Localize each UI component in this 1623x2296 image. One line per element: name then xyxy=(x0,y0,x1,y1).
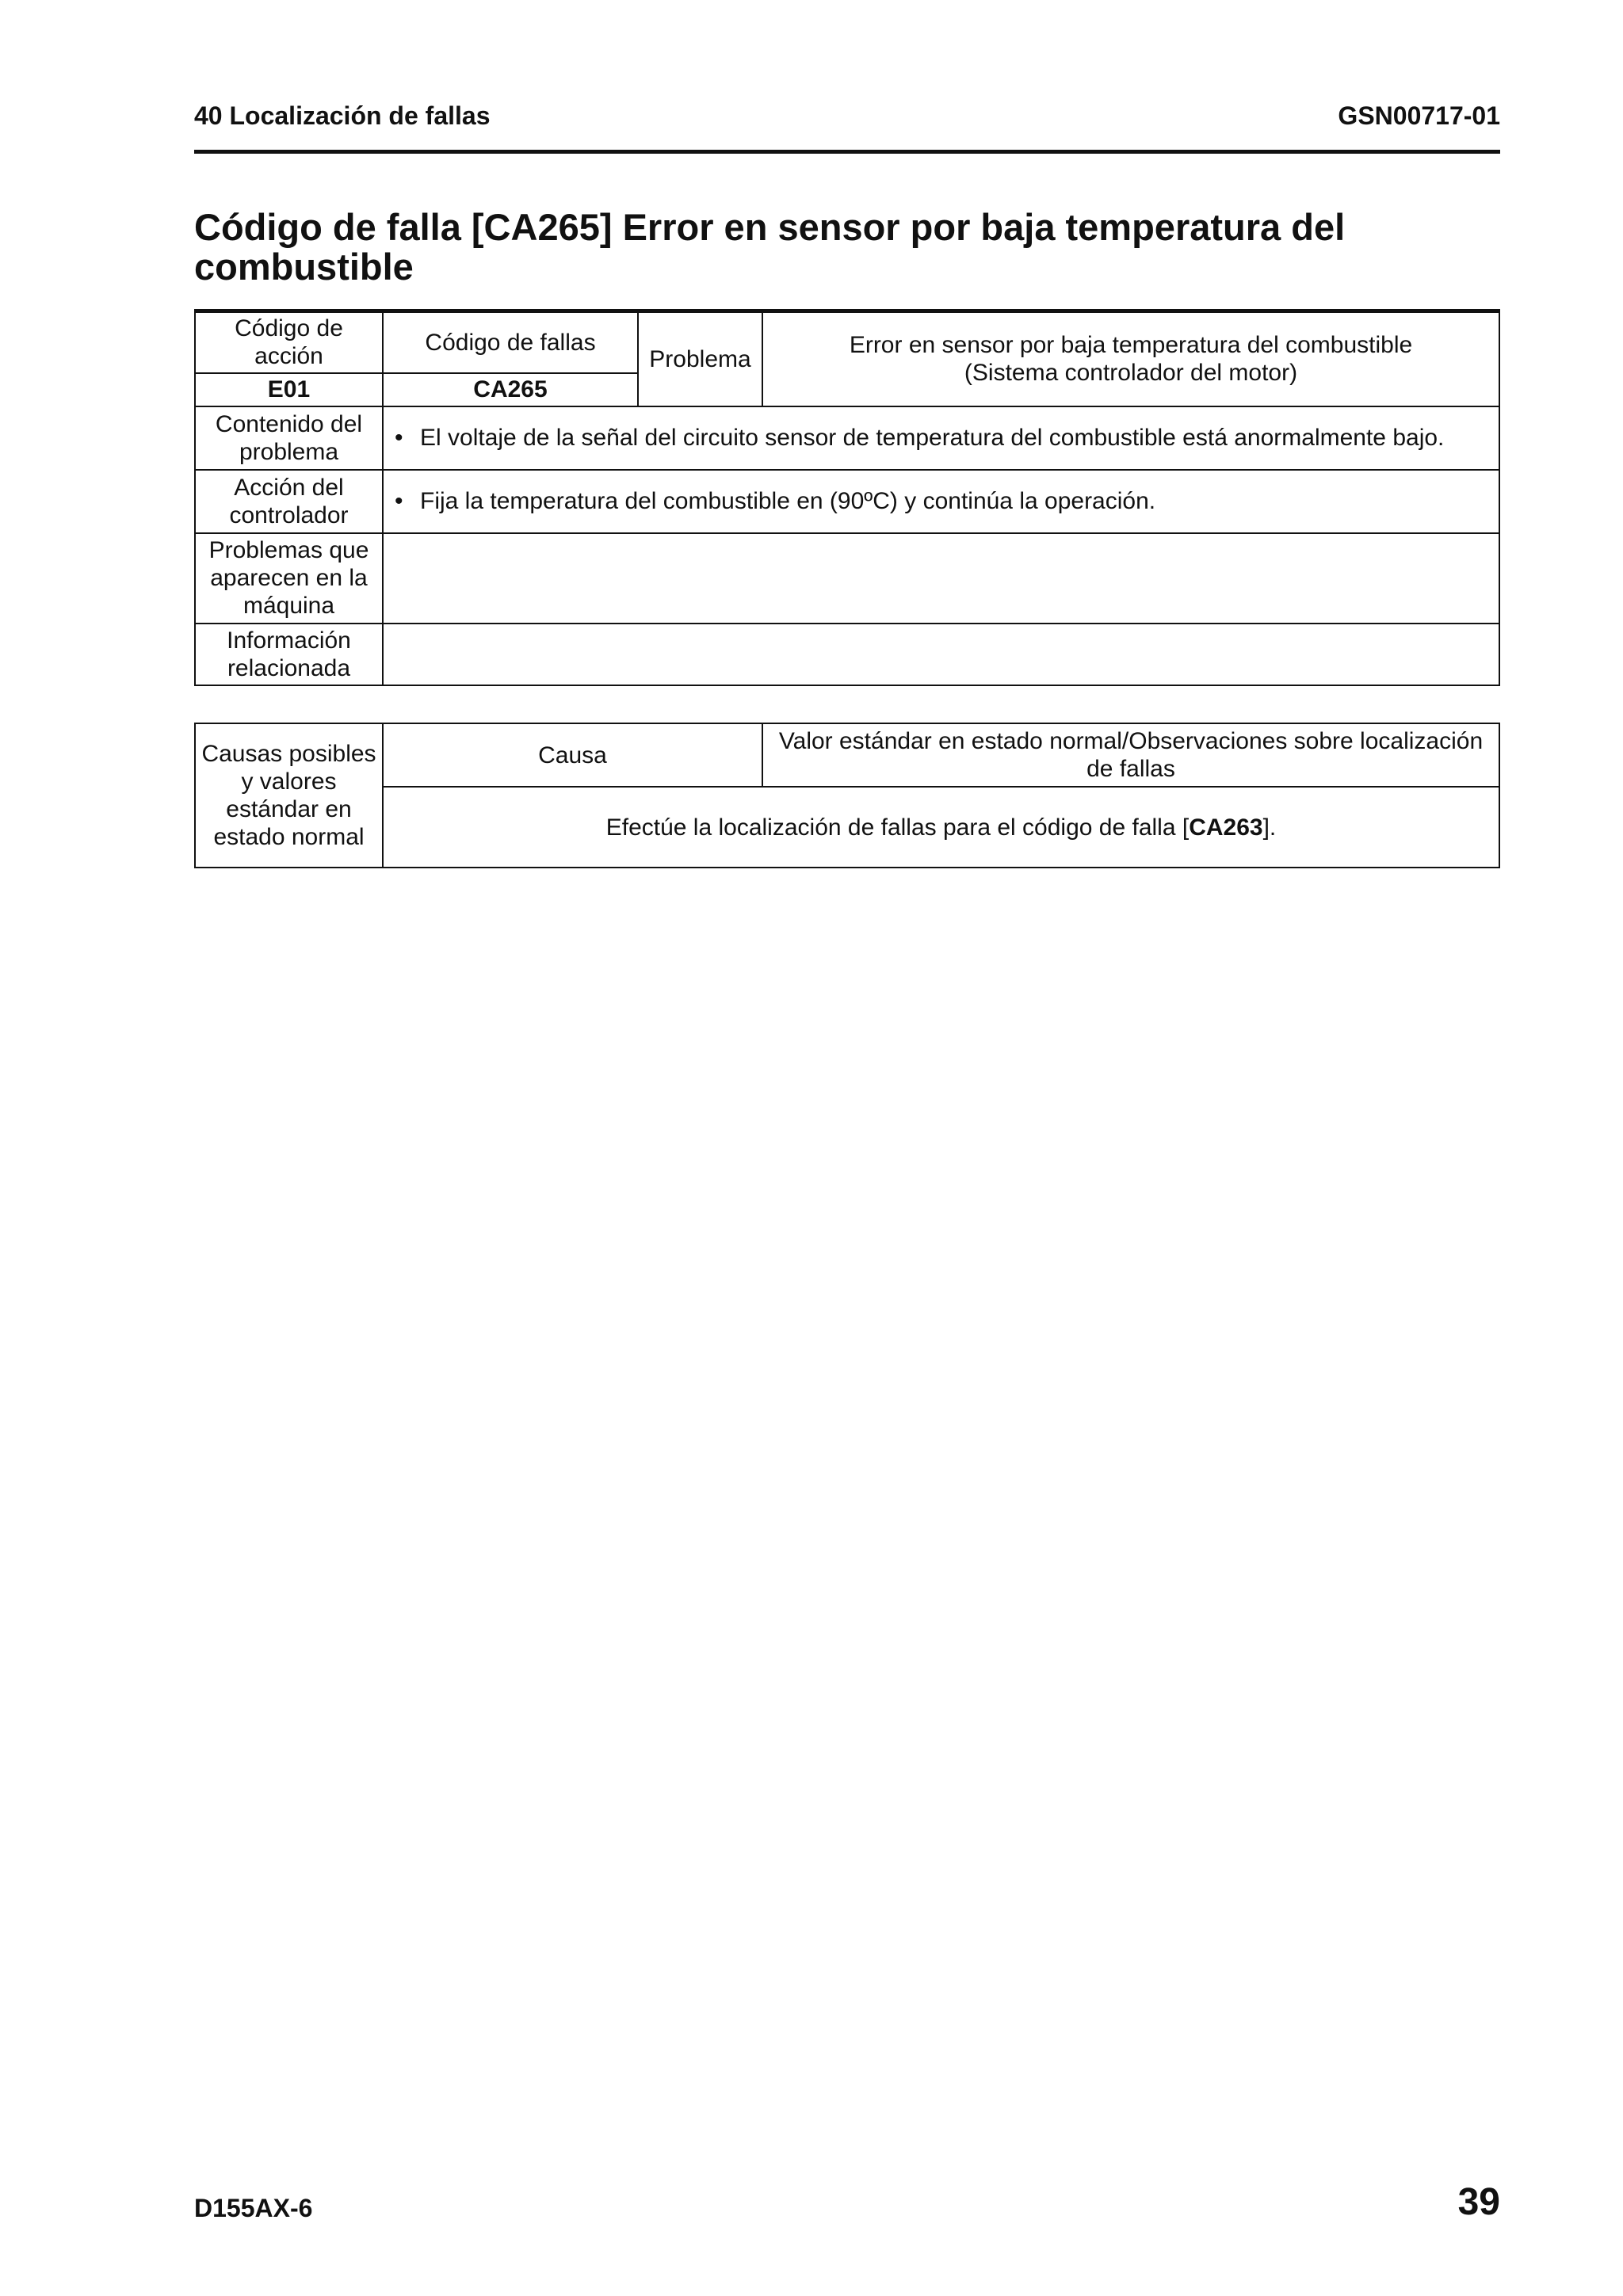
fault-code-value: CA265 xyxy=(383,373,638,406)
note-suffix: ]. xyxy=(1262,814,1277,841)
row-value-machine-problems xyxy=(383,533,1499,624)
row-value-controller-action xyxy=(383,470,1499,533)
problem-text-line1: Error en sensor por baja temperatura del combustible xyxy=(849,332,1413,359)
row-value-problem-content xyxy=(383,406,1499,470)
fault-info-table xyxy=(194,309,1500,686)
causes-label: Causas posibles y valores estándar en estado normal xyxy=(195,723,383,868)
problem-description xyxy=(762,311,1499,406)
section-title: 40 Localización de fallas xyxy=(194,101,491,130)
header-divider xyxy=(194,150,1500,154)
cause-header: Causa xyxy=(383,723,762,787)
causes-table xyxy=(194,723,1500,868)
machine-model: D155AX-6 xyxy=(194,2194,313,2222)
note-fault-code: CA263 xyxy=(1189,814,1263,841)
row-label-related-info: Información relacionada xyxy=(195,624,383,685)
bullet: • xyxy=(395,488,403,514)
row-label-controller-action: Acción del controlador xyxy=(195,470,383,533)
page-title: Código de falla [CA265] Error en sensor por baja temperatura del combustible xyxy=(194,206,1346,288)
row-text: El voltaje de la señal del circuito sensor de temperatura del combustible está anormalmente bajo. xyxy=(420,425,1445,451)
bullet: • xyxy=(395,425,403,451)
problem-label: Problema xyxy=(638,311,762,406)
row-text: Fija la temperatura del combustible en (90ºC) y continúa la operación. xyxy=(420,488,1156,514)
document-code: GSN00717-01 xyxy=(1338,101,1500,130)
action-code-value: E01 xyxy=(195,373,383,406)
page-number: 39 xyxy=(1457,2181,1500,2223)
standard-value-header: Valor estándar en estado normal/Observaciones sobre localización de fallas xyxy=(762,723,1499,787)
action-code-label: Código de acción xyxy=(195,311,383,373)
note-prefix: Efectúe la localización de fallas para el código de falla [ xyxy=(605,814,1190,841)
row-label-problem-content: Contenido del problema xyxy=(195,406,383,470)
troubleshooting-note xyxy=(383,787,1499,868)
row-value-related-info xyxy=(383,624,1499,685)
problem-text-line2: (Sistema controlador del motor) xyxy=(964,360,1298,387)
fault-code-label: Código de fallas xyxy=(383,311,638,373)
row-label-machine-problems: Problemas que aparecen en la máquina xyxy=(195,533,383,624)
